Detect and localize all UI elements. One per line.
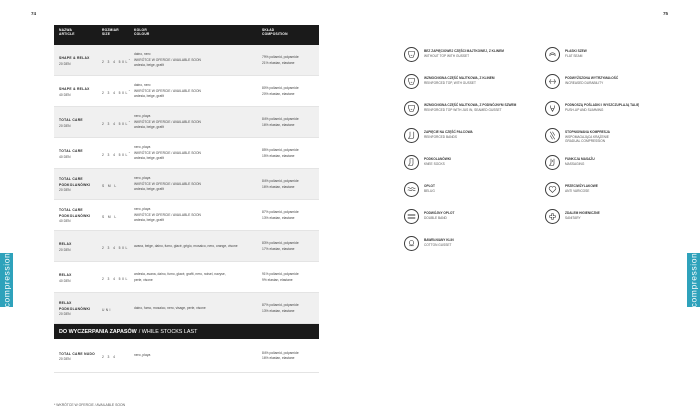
feature-title: PODWÓJNY OPLOT <box>424 211 455 215</box>
feature-item <box>545 209 600 224</box>
size-values: 2 3 4 <box>102 355 117 360</box>
article-den: 40 DEN <box>59 219 71 224</box>
feature-item <box>404 155 451 170</box>
feature-item <box>404 101 516 116</box>
colour-cell <box>134 176 254 192</box>
article-den: 20 DEN <box>59 357 71 361</box>
feature-english: COTTON GUSSET <box>424 242 452 247</box>
article-cell <box>59 352 97 363</box>
durability-icon <box>545 74 560 89</box>
feature-text <box>424 155 451 166</box>
colour-line: nero, playa <box>134 176 151 181</box>
feature-item <box>545 155 595 170</box>
panty-icon <box>404 47 419 62</box>
colour-cell <box>134 52 254 68</box>
colour-cell <box>134 272 254 283</box>
colour-line: ardesia, beige, grafit <box>134 156 164 161</box>
table-row <box>54 262 319 293</box>
composition-line: 20% elastan, elastane <box>262 91 295 96</box>
composition-line: 91% poliamid, polyamide <box>262 272 299 277</box>
feature-title: PODWYŻSZONA WYTRZYMAŁOŚĆ <box>565 76 619 80</box>
feature-item <box>404 128 473 143</box>
colour-line: ardesia, beige, grafit <box>134 63 164 68</box>
article-name: RELAX <box>59 273 72 278</box>
feature-english: MASSAGING <box>565 161 585 166</box>
article-cell <box>59 87 97 98</box>
size-cell <box>102 213 134 221</box>
article-den: 20 DEN <box>59 123 71 128</box>
feature-text <box>424 128 473 139</box>
table-row <box>54 76 319 107</box>
cotton-icon <box>404 236 419 251</box>
colour-line: WKRÓTCE W OFERCIE / AVAILABLE SOON <box>134 150 201 155</box>
article-cell <box>59 208 97 224</box>
stocking-icon <box>404 155 419 170</box>
colour-line: ardesia, beige, grafit <box>134 125 164 130</box>
table-body-clearance <box>54 339 319 373</box>
composition-line: 80% poliamid, polyamide <box>262 86 299 91</box>
article-cell <box>59 118 97 129</box>
article-cell <box>59 177 97 193</box>
colour-line: WKRÓTCE W OFERCIE / AVAILABLE SOON <box>134 212 201 217</box>
footnote: * WKRÓTCE W OFERCIE / AVAILABLE SOON <box>54 403 126 407</box>
article-name: RELAX PODKOLANÓWKI <box>59 301 91 311</box>
size-cell <box>102 353 134 361</box>
feature-english: FLAT SEAM <box>565 53 583 58</box>
size-cell <box>102 120 134 128</box>
composition-line: 9% elastan, elastane <box>262 277 293 282</box>
table-row <box>54 231 319 262</box>
feature-item <box>404 74 495 89</box>
section-subtitle: / WHILE STOCKS LAST <box>138 328 198 335</box>
wave-icon <box>404 182 419 197</box>
feature-title: ZDALEM HIGIENICZNE <box>565 211 600 215</box>
article-name: TOTAL CARE <box>59 118 83 123</box>
size-values: 2 3 4 5XL <box>102 59 129 64</box>
article-name: TOTAL CARE <box>59 149 83 154</box>
table-row <box>54 138 319 169</box>
colour-line: daino, nero <box>134 83 151 88</box>
size-values: 2 3 4 5XL <box>102 276 129 281</box>
product-table <box>54 25 319 373</box>
composition-line: 16% elastan, elastane <box>262 122 295 127</box>
header-article: NAZWA ARTICLE <box>59 28 75 37</box>
article-den: 40 DEN <box>59 154 71 159</box>
feature-english: DOUBLE BAND <box>424 215 447 220</box>
article-cell <box>59 56 97 67</box>
colour-line: ardesia, avana, daino, fumo, glacé, grafit, nero, noisel, navyse, <box>134 272 226 277</box>
composition-line: 83% poliamid, polyamide <box>262 241 299 246</box>
composition-line: 84% poliamid, polyamide <box>262 350 299 355</box>
size-values: 2 3 4 5XL <box>102 152 129 157</box>
colour-line: nero, playa <box>134 114 151 119</box>
article-cell <box>59 273 97 284</box>
feature-item <box>545 128 610 144</box>
article-den: 20 DEN <box>59 188 71 193</box>
composition-line: 13% elastan, elastane <box>262 308 295 313</box>
composition-cell <box>262 351 322 362</box>
feature-title: BEZ ZAPIĘCIOWEJ CZĘŚCI MAJTKOWEJ, Z KLINEM <box>424 49 504 53</box>
size-values: 2 3 4 5XL <box>102 90 129 95</box>
feature-english: ANTI VARICOSE <box>565 188 590 193</box>
size-cell <box>102 306 134 314</box>
feature-english: REINFORCED TOP, WITH GUSSET <box>424 80 476 85</box>
colour-line: WKRÓTCE W OFERCIE / AVAILABLE SOON <box>134 88 201 93</box>
feature-title: PODKOLANÓWKI <box>424 157 451 161</box>
table-row <box>54 107 319 138</box>
feature-text <box>565 128 610 144</box>
feature-text <box>424 74 495 85</box>
colour-line: nero, playa <box>134 207 151 212</box>
colour-line: ardesia, beige, grafit <box>134 218 164 223</box>
composition-cell <box>262 241 322 252</box>
composition-line: 85% poliamid, polyamide <box>262 148 299 153</box>
foot-icon <box>404 128 419 143</box>
feature-english: BELUG <box>424 188 435 193</box>
feature-text <box>565 101 639 112</box>
table-header <box>54 25 319 45</box>
article-name: TOTAL CARE PODKOLANÓWKI <box>59 208 91 218</box>
feature-item <box>404 47 504 62</box>
colour-cell <box>134 306 254 311</box>
size-values: S M L <box>102 183 118 188</box>
colour-cell <box>134 83 254 99</box>
side-tab-right <box>687 253 700 307</box>
feature-text <box>565 155 595 166</box>
size-cell <box>102 89 134 97</box>
composition-cell <box>262 179 322 190</box>
article-name: SHAPE & RELAX <box>59 56 90 61</box>
panty-icon <box>404 101 419 116</box>
feature-title: WZMOCNIONA CZĘŚĆ MAJTKOWA, Z KLINEM <box>424 76 495 80</box>
table-row <box>54 339 319 373</box>
colour-line: WKRÓTCE W OFERCIE / AVAILABLE SOON <box>134 57 201 62</box>
composition-cell <box>262 303 322 314</box>
feature-english-2: GRADUAL COMPRESSION <box>565 139 606 143</box>
flat-seam-icon <box>545 47 560 62</box>
table-row <box>54 293 319 324</box>
header-composition: SKŁAD COMPOSITION <box>262 28 288 37</box>
size-footnote-mark: * <box>128 120 130 124</box>
compression-icon <box>545 128 560 143</box>
feature-english: WSPOMAGAJĄCA KRĄŻENIE <box>565 134 609 139</box>
feature-title: PRZECIWŻYLAKOWE <box>565 184 598 188</box>
feature-text <box>424 236 454 247</box>
composition-cell <box>262 272 322 283</box>
feature-text <box>565 47 587 58</box>
article-den: 40 DEN <box>59 278 71 283</box>
feature-title: OPLOT <box>424 184 435 188</box>
composition-cell <box>262 148 322 159</box>
side-tab-left <box>0 253 13 307</box>
table-row <box>54 200 319 231</box>
size-cell <box>102 244 134 252</box>
feature-item <box>404 236 454 251</box>
feature-text <box>424 209 454 220</box>
composition-cell <box>262 86 322 97</box>
colour-line: WKRÓTCE W OFERCIE / AVAILABLE SOON <box>134 119 201 124</box>
feature-text <box>565 182 598 193</box>
side-tab-label: compression <box>688 252 699 308</box>
feature-item <box>404 209 454 224</box>
colour-cell <box>134 244 254 249</box>
colour-line: daino, nero <box>134 52 151 57</box>
article-cell <box>59 242 97 253</box>
colour-cell <box>134 145 254 161</box>
colour-line: WKRÓTCE W OFERCIE / AVAILABLE SOON <box>134 181 201 186</box>
section-bar-while-stocks-last <box>54 324 319 339</box>
colour-cell <box>134 353 254 358</box>
composition-line: 15% elastan, elastane <box>262 153 295 158</box>
feature-text <box>424 47 504 58</box>
colour-line: ardesia, beige, grafit <box>134 94 164 99</box>
size-values: S M L <box>102 214 118 219</box>
feature-title: PODNOSZĄ POŚLADKI I WYSZCZUPLAJĄ TALIĘ <box>565 103 640 107</box>
article-den: 20 DEN <box>59 61 71 66</box>
size-cell <box>102 151 134 159</box>
composition-line: 17% elastan, elastane <box>262 246 295 251</box>
composition-cell <box>262 55 322 66</box>
feature-english: WITHOUT TOP WITH GUSSET <box>424 53 470 58</box>
composition-cell <box>262 210 322 221</box>
header-size: ROZMIAR SIZE <box>102 28 119 37</box>
colour-line: perle, visone <box>134 277 153 282</box>
size-cell <box>102 275 134 283</box>
feature-english: SANITARY <box>565 215 581 220</box>
colour-line: avana, beige, daino, fumo, glacé, grigio, mosaico, nero, orange, visone <box>134 243 238 248</box>
composition-line: 13% elastan, elastane <box>262 215 295 220</box>
size-cell <box>102 58 134 66</box>
colour-line: daino, fumo, mosaico, nero, visage, perle, visone <box>134 305 206 310</box>
size-footnote-mark: * <box>128 151 130 155</box>
size-values: 2 3 4 5XL <box>102 245 129 250</box>
feature-english: KNEE SOCKS <box>424 161 445 166</box>
panty-icon <box>404 74 419 89</box>
size-values: 2 3 4 5XL <box>102 121 129 126</box>
composition-line: 87% poliamid, polyamide <box>262 210 299 215</box>
colour-line: nero, playa <box>134 145 151 150</box>
article-den: 40 DEN <box>59 92 71 97</box>
size-footnote-mark: * <box>128 58 130 62</box>
feature-english: INCREASED DURABILITY <box>565 80 604 85</box>
size-cell <box>102 182 134 190</box>
side-tab-label: compression <box>1 252 12 308</box>
feature-title: ZAPIĘCIE NA CZĘŚĆ PALCOWA <box>424 130 473 134</box>
feature-item <box>545 74 618 89</box>
feature-title: STOPNIOWANA KOMPRESJA <box>565 130 610 134</box>
article-name: RELAX <box>59 242 72 247</box>
feature-english: REINFORCED BANDS <box>424 134 457 139</box>
colour-line: nero, playa <box>134 353 151 358</box>
composition-line: 16% elastan, elastane <box>262 184 295 189</box>
table-body <box>54 45 319 324</box>
double-band-icon <box>404 209 419 224</box>
colour-line: ardesia, beige, grafit <box>134 187 164 192</box>
colour-cell <box>134 114 254 130</box>
composition-line: 16% elastan, elastane <box>262 356 295 360</box>
composition-line: 79% poliamid, polyamide <box>262 55 299 60</box>
page-number-left: 74 <box>31 11 37 16</box>
feature-title: WZMOCNIONA CZĘŚĆ MAJTKOWA, Z PODWÓJNYM SZWEM <box>424 103 517 107</box>
composition-line: 84% poliamid, polyamide <box>262 117 299 122</box>
composition-line: 87% poliamid, polyamide <box>262 303 299 308</box>
composition-line: 21% elastan, elastane <box>262 60 295 65</box>
composition-line: 84% poliamid, polyamide <box>262 179 299 184</box>
feature-text <box>565 74 618 85</box>
heart-icon <box>545 182 560 197</box>
feature-item <box>545 47 587 62</box>
header-colour: KOLOR COLOUR <box>134 28 150 37</box>
massage-icon <box>545 155 560 170</box>
article-cell <box>59 149 97 160</box>
article-cell <box>59 301 97 317</box>
article-name: TOTAL CARE PODKOLANÓWKI <box>59 177 91 187</box>
feature-title: BAWEŁNIANY KLIN <box>424 238 454 242</box>
push-up-icon <box>545 101 560 116</box>
article-name: TOTAL CARE NUDO <box>59 351 96 356</box>
feature-item <box>545 101 639 116</box>
feature-title: PŁASKI SZEW <box>565 49 587 53</box>
feature-text <box>424 101 516 112</box>
composition-cell <box>262 117 322 128</box>
medical-cross-icon <box>545 209 560 224</box>
article-den: 20 DEN <box>59 247 71 252</box>
size-values: UNI <box>102 307 112 312</box>
feature-item <box>545 182 598 197</box>
feature-english: PUSH-UP AND SLIMMING <box>565 107 604 112</box>
page-number-right: 75 <box>663 11 669 16</box>
feature-item <box>404 182 435 197</box>
colour-cell <box>134 207 254 223</box>
table-row <box>54 45 319 76</box>
feature-text <box>424 182 435 193</box>
article-name: SHAPE & RELAX <box>59 87 90 92</box>
section-title: DO WYCZERPANIA ZAPASÓW <box>59 328 137 335</box>
table-row <box>54 169 319 200</box>
feature-text <box>565 209 600 220</box>
feature-english: REINFORCED TOP WITH JUS IN, SEAMED GUSSET <box>424 107 502 112</box>
size-footnote-mark: * <box>128 89 130 93</box>
feature-title: FUNKCJA MASAŻU <box>565 157 595 161</box>
article-den: 20 DEN <box>59 312 71 317</box>
